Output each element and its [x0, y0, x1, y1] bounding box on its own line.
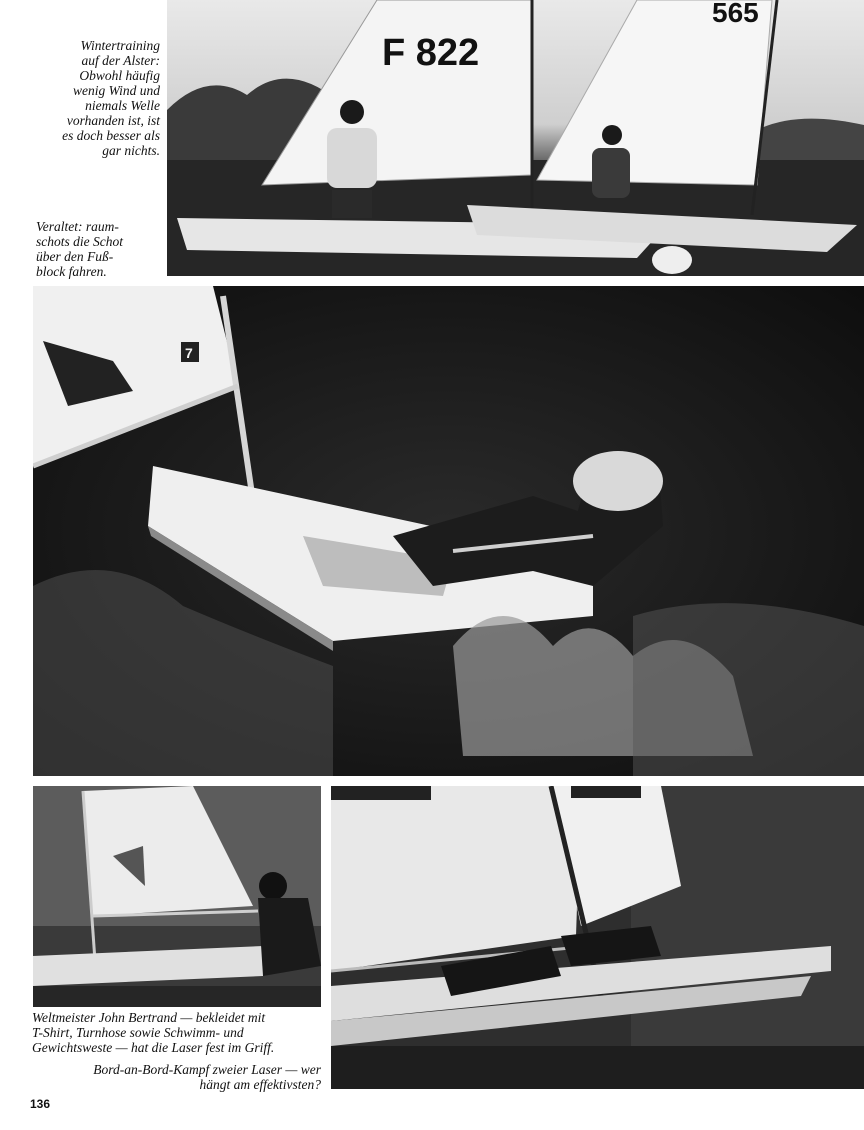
photo-john-bertrand — [33, 786, 321, 1007]
page-number: 136 — [30, 1097, 51, 1111]
sail-number-middle: 7 — [185, 345, 193, 361]
caption-veraltet: Veraltet: raum- schots die Schot über den Fuß- block fahren. — [36, 219, 123, 279]
caption-bord-an-bord: Bord-an-Bord-Kampf zweier Laser — wer hängt am effektivsten? — [93, 1062, 321, 1092]
sail-number-right: 565 — [712, 0, 759, 28]
photo-laser-duel — [331, 786, 864, 1089]
caption-wintertraining: Wintertraining auf der Alster: Obwohl häufig wenig Wind und niemals Welle vorhanden ist, ist es doch besser als gar nichts. — [62, 38, 160, 158]
photo-laser-spray — [33, 286, 864, 776]
photo-winter-training — [167, 0, 864, 276]
sail-number-left: F 822 — [382, 32, 480, 74]
caption-weltmeister: Weltmeister John Bertrand — bekleidet mit T-Shirt, Turnhose sowie Schwimm- und Gewichtsweste — hat die Laser fest im Griff. — [32, 1010, 275, 1055]
